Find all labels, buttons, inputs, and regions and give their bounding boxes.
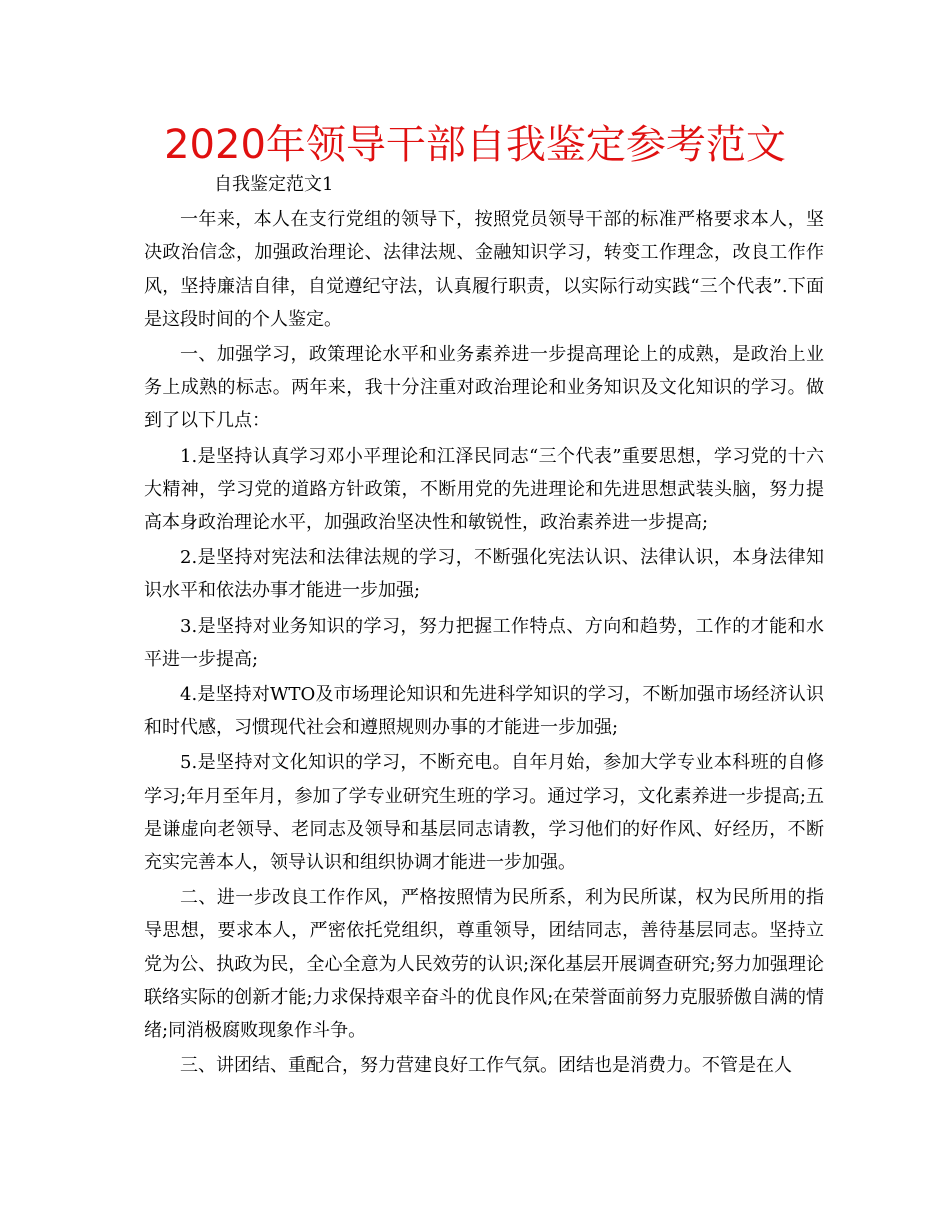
paragraph-section-1: 一、加强学习，政策理论水平和业务素养进一步提高理论上的成熟，是政治上业务上成熟的标志。两年来，我十分注重对政治理论和业务知识及文化知识的学习。做到了以下几点： [144, 344, 824, 432]
paragraph-intro: 一年来，本人在支行党组的领导下，按照党员领导干部的标准严格要求本人，坚决政治信念，加强政治理论、法律法规、金融知识学习，转变工作理念，改良工作作风，坚持廉洁自律，自觉遵纪守法，认真履行职责，以实际行动实践“三个代表”.下面是这段时间的个人鉴定。 [144, 209, 824, 330]
paragraph-item-4: 4.是坚持对WTO及市场理论知识和先进科学知识的学习，不断加强市场经济认识和时代感，习惯现代社会和遵照规则办事的才能进一步加强; [144, 684, 824, 739]
paragraph-item-5: 5.是坚持对文化知识的学习，不断充电。自年月始，参加大学专业本科班的自修学习;年月至年月，参加了学专业研究生班的学习。通过学习，文化素养进一步提高;五是谦虚向老领导、老同志及领导和基层同志请教，学习他们的好作风、好经历，不断充实完善本人，领导认识和组织协调才能进一步加强。 [144, 752, 824, 874]
document-body [144, 168, 824, 1084]
paragraph-section-3: 三、讲团结、重配合，努力营建良好工作气氛。团结也是消费力。不管是在人 [180, 1055, 792, 1077]
document-title: 2020年领导干部自我鉴定参考范文 [164, 122, 786, 168]
paragraph-section-2: 二、进一步改良工作作风，严格按照情为民所系，利为民所谋，权为民所用的指导思想，要求本人，严密依托党组织，尊重领导，团结同志，善待基层同志。坚持立党为公、执政为民，全心全意为人民效劳的认识;深化基层开展调查研究;努力加强理论联络实际的创新才能;力求保持艰辛奋斗的优良作风;在荣誉面前努力克服骄傲自满的情绪;同消极腐败现象作斗争。 [144, 887, 824, 1042]
paragraph-item-2: 2.是坚持对宪法和法律法规的学习，不断强化宪法认识、法律认识，本身法律知识水平和依法办事才能进一步加强; [144, 547, 824, 602]
paragraph-item-3: 3.是坚持对业务知识的学习，努力把握工作特点、方向和趋势，工作的才能和水平进一步提高; [144, 615, 824, 670]
section-subtitle: 自我鉴定范文1 [214, 174, 334, 195]
paragraph-item-1: 1.是坚持认真学习邓小平理论和江泽民同志“三个代表”重要思想，学习党的十六大精神，学习党的道路方针政策，不断用党的先进理论和先进思想武装头脑，努力提高本身政治理论水平，加强政治坚决性和敏锐性，政治素养进一步提高; [144, 445, 824, 534]
